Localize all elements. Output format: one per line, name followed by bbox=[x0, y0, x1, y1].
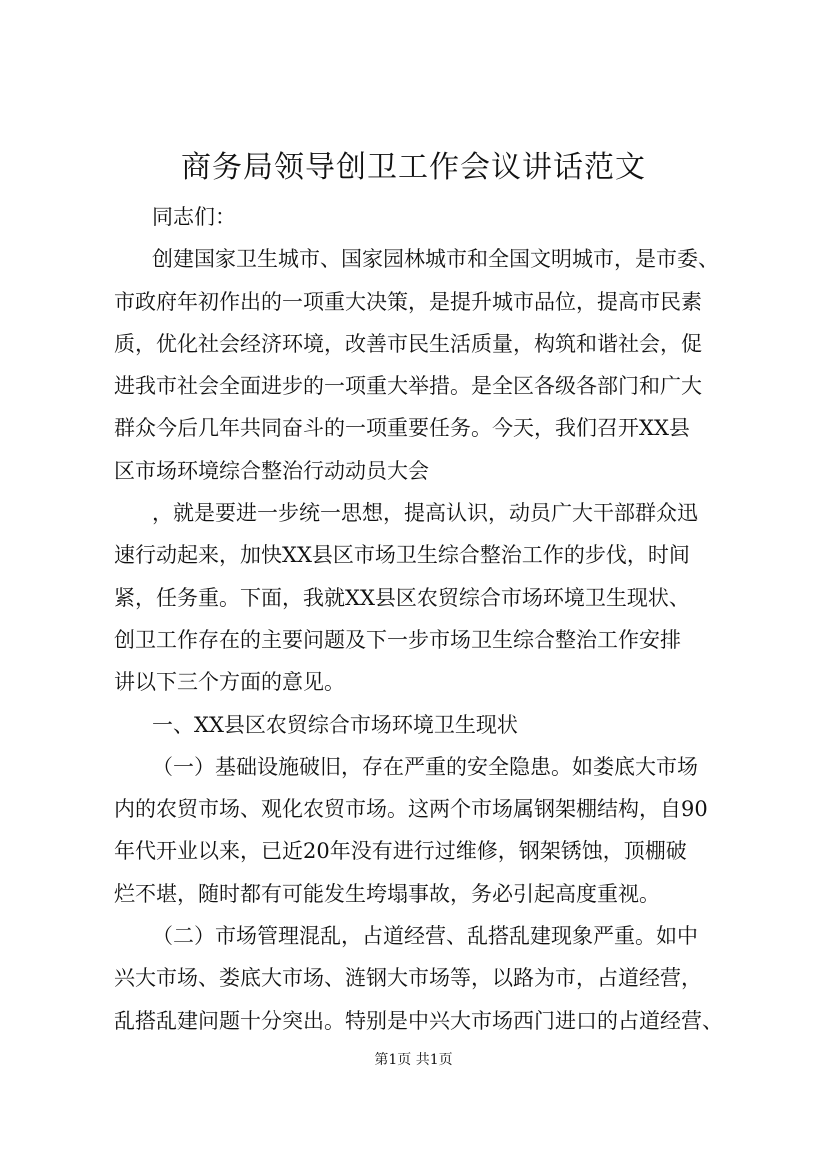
body-line: 速行动起来，加快XX县区市场卫生综合整治工作的步伐，时间 bbox=[114, 543, 690, 568]
document-body bbox=[114, 196, 726, 1042]
body-line: 兴大市场、娄底大市场、涟钢大市场等，以路为市，占道经营， bbox=[114, 966, 702, 991]
page-footer: 第1页 共1页 bbox=[374, 1052, 453, 1068]
body-line: ，就是要进一步统一思想，提高认识，动员广大干部群众迅 bbox=[152, 501, 698, 526]
body-line: 乱搭乱建问题十分突出。特别是中兴大市场西门进口的占道经营、 bbox=[114, 1008, 723, 1033]
body-line: 创建国家卫生城市、国家园林城市和全国文明城市，是市委、 bbox=[152, 247, 719, 272]
body-line: 质，优化社会经济环境，改善市民生活质量，构筑和谐社会，促 bbox=[114, 331, 702, 356]
subsection-line: （二）市场管理混乱，占道经营、乱搭乱建现象严重。如中 bbox=[152, 924, 698, 949]
body-line: 内的农贸市场、观化农贸市场。这两个市场属钢架棚结构，自90 bbox=[114, 797, 708, 822]
body-line: 烂不堪，随时都有可能发生垮塌事故，务必引起高度重视。 bbox=[114, 881, 660, 906]
body-line: 市政府年初作出的一项重大决策，是提升城市品位，提高市民素 bbox=[114, 289, 702, 314]
section-heading: 一、XX县区农贸综合市场环境卫生现状 bbox=[152, 712, 518, 737]
body-line: 区市场环境综合整治行动动员大会 bbox=[114, 458, 429, 483]
body-line: 讲以下三个方面的意见。 bbox=[114, 670, 345, 695]
body-line: 紧，任务重。下面，我就XX县区农贸综合市场环境卫生现状、 bbox=[114, 585, 690, 610]
body-line: 群众今后几年共同奋斗的一项重要任务。今天，我们召开XX县 bbox=[114, 416, 690, 441]
body-line: 创卫工作存在的主要问题及下一步市场卫生综合整治工作安排 bbox=[114, 627, 681, 652]
subsection-line: （一）基础设施破旧，存在严重的安全隐患。如娄底大市场 bbox=[152, 754, 698, 779]
document-title: 商务局领导创卫工作会议讲话范文 bbox=[181, 150, 646, 185]
body-line: 年代开业以来，已近20年没有进行过维修，钢架锈蚀，顶棚破 bbox=[114, 839, 687, 864]
body-line: 进我市社会全面进步的一项重大举措。是全区各级各部门和广大 bbox=[114, 374, 702, 399]
salutation-line: 同志们： bbox=[152, 205, 236, 229]
